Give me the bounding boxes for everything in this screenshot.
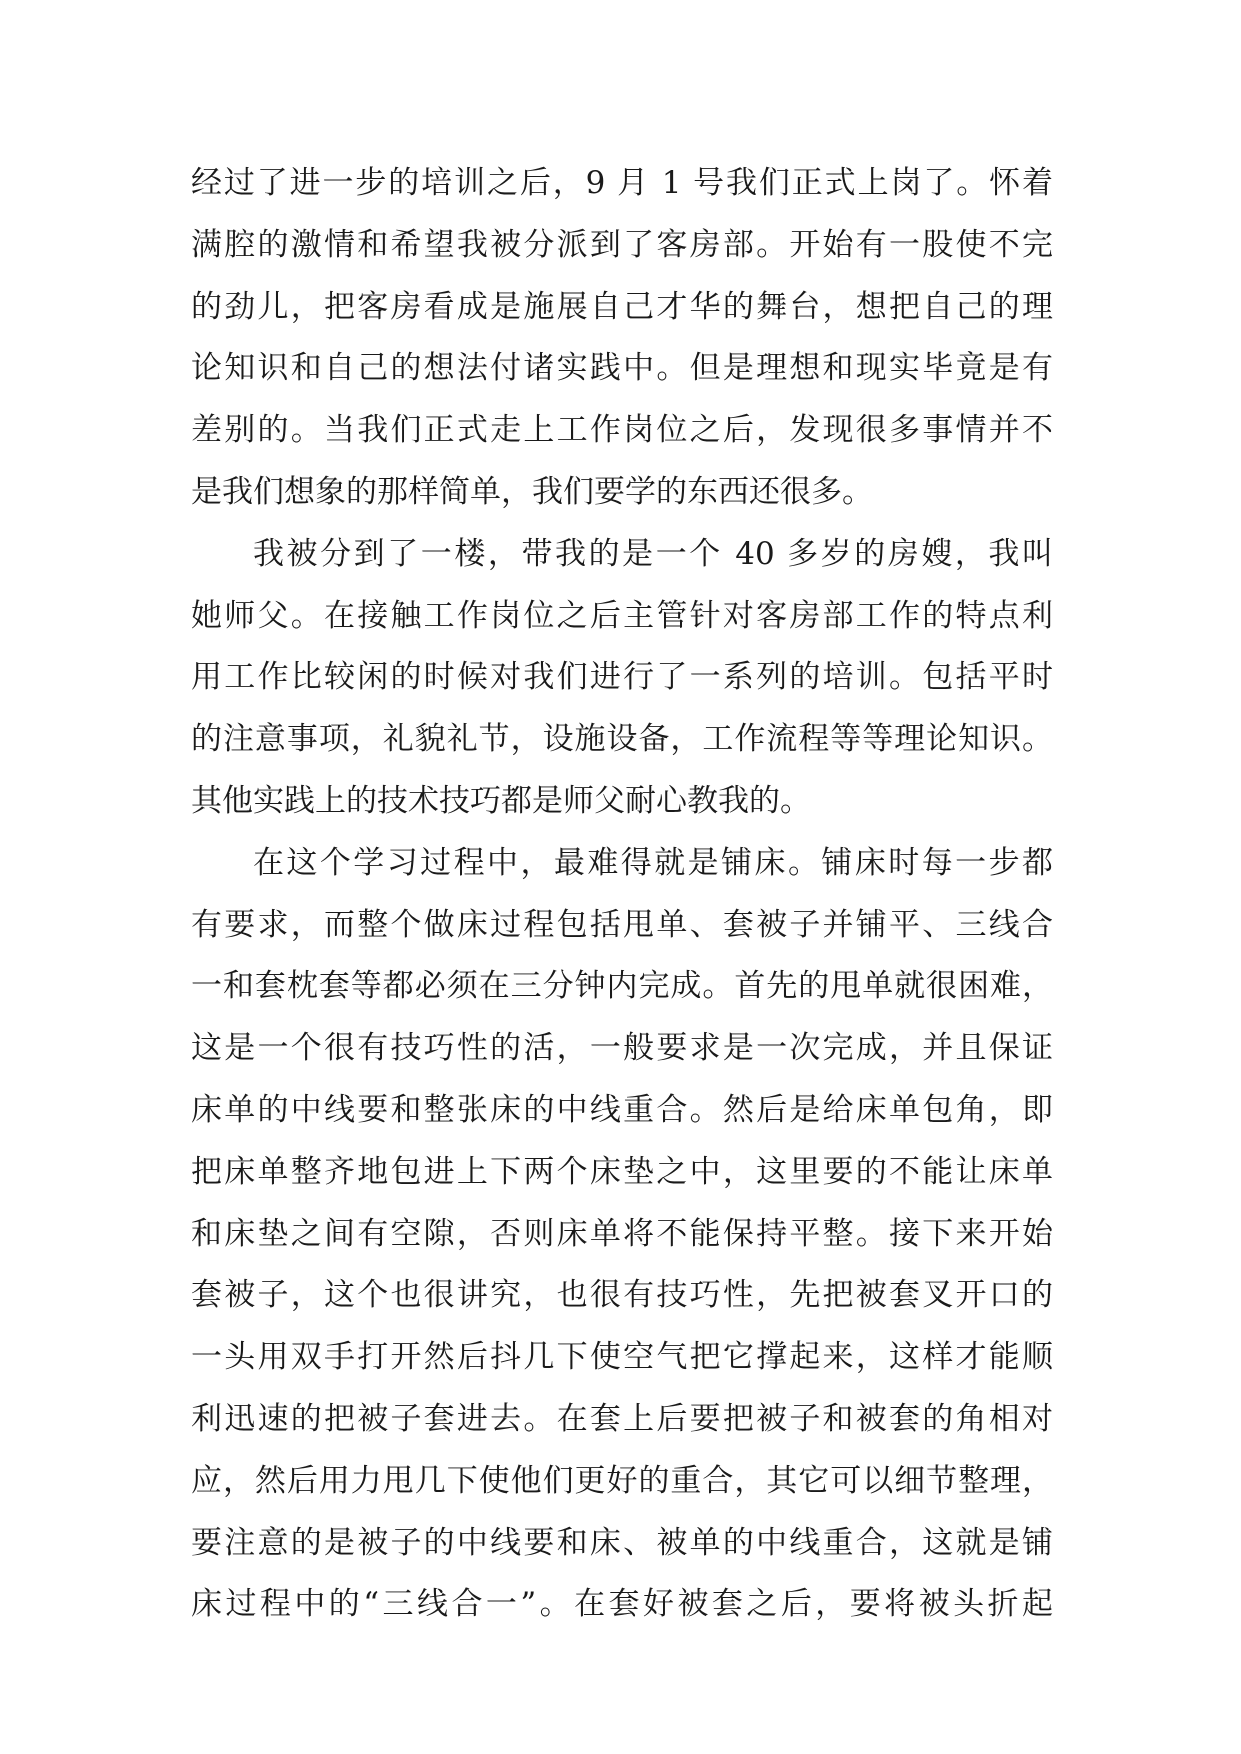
text-line: 经过了进一步的培训之后，9 月 1 号我们正式上岗了。怀着 [191, 165, 1053, 201]
paragraph-2 [191, 524, 1053, 833]
paragraph-3 [191, 833, 1053, 1636]
text-line: 用工作比较闲的时候对我们进行了一系列的培训。包括平时 [191, 659, 1053, 696]
paragraph-1 [191, 153, 1053, 524]
text-line: 这是一个很有技巧性的活，一般要求是一次完成，并且保证 [191, 1030, 1053, 1067]
text-line: 其他实践上的技术技巧都是师父耐心教我的。 [191, 782, 811, 819]
text-line: 在这个学习过程中，最难得就是铺床。铺床时每一步都 [253, 844, 1053, 881]
text-line: 她师父。在接触工作岗位之后主管针对客房部工作的特点利 [191, 597, 1053, 634]
text-line: 论知识和自己的想法付诸实践中。但是理想和现实毕竟是有 [191, 350, 1053, 387]
text-line: 利迅速的把被子套进去。在套上后要把被子和被套的角相对 [191, 1400, 1053, 1437]
body-text [191, 153, 1053, 1636]
text-line: 应，然后用力甩几下使他们更好的重合，其它可以细节整理， [191, 1462, 1053, 1499]
text-line: 有要求，而整个做床过程包括甩单、套被子并铺平、三线合 [191, 906, 1053, 943]
text-line: 的注意事项，礼貌礼节，设施设备，工作流程等等理论知识。 [191, 721, 1053, 758]
text-line: 的劲儿，把客房看成是施展自己才华的舞台，想把自己的理 [191, 288, 1053, 325]
text-line: 我被分到了一楼，带我的是一个 40 多岁的房嫂，我叫 [253, 535, 1053, 572]
text-line: 差别的。当我们正式走上工作岗位之后，发现很多事情并不 [191, 412, 1053, 449]
text-line: 床过程中的“三线合一”。在套好被套之后，要将被头折起 [191, 1586, 1053, 1623]
text-line: 和床垫之间有空隙，否则床单将不能保持平整。接下来开始 [191, 1215, 1053, 1252]
text-line: 满腔的激情和希望我被分派到了客房部。开始有一股使不完 [191, 226, 1053, 263]
text-line: 床单的中线要和整张床的中线重合。然后是给床单包角，即 [191, 1091, 1053, 1128]
text-line: 是我们想象的那样简单，我们要学的东西还很多。 [191, 473, 873, 510]
text-line: 套被子，这个也很讲究，也很有技巧性，先把被套叉开口的 [191, 1277, 1053, 1314]
text-line: 一头用双手打开然后抖几下使空气把它撑起来，这样才能顺 [191, 1339, 1053, 1376]
text-line: 要注意的是被子的中线要和床、被单的中线重合，这就是铺 [191, 1524, 1053, 1561]
text-line: 一和套枕套等都必须在三分钟内完成。首先的甩单就很困难， [191, 968, 1053, 1005]
text-line: 把床单整齐地包进上下两个床垫之中，这里要的不能让床单 [191, 1153, 1053, 1190]
